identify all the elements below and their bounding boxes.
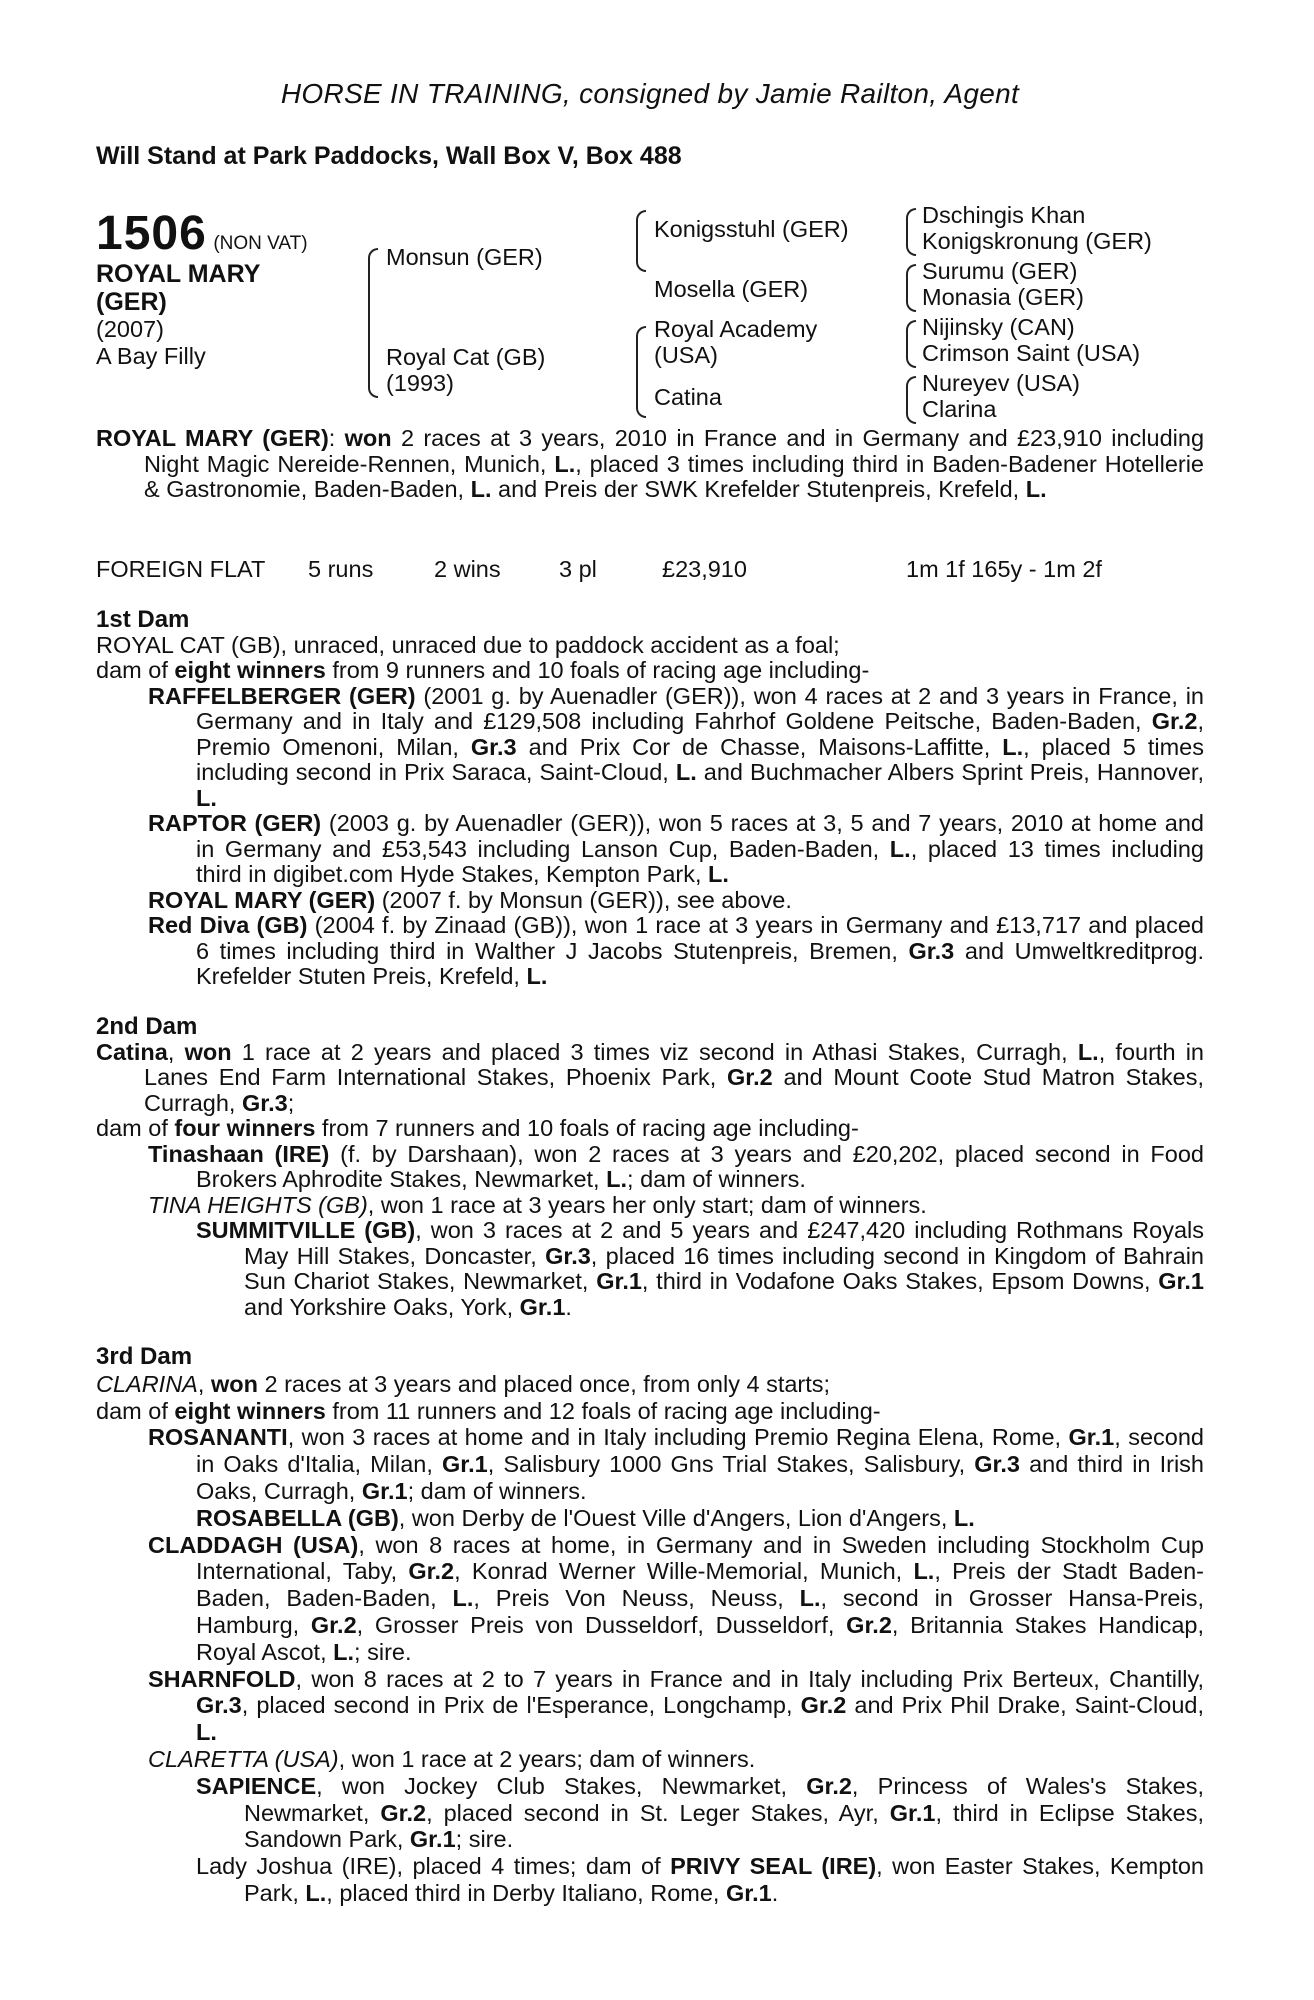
pedigree-g7: Nureyev (USA) xyxy=(922,370,1081,396)
record-earnings: £23,910 xyxy=(662,556,747,582)
record-runs: 5 runs xyxy=(308,556,374,582)
pedigree-g4: Monasia (GER) xyxy=(922,284,1084,310)
brace-g3 xyxy=(906,320,916,368)
lot-heading xyxy=(96,206,308,261)
offspring-rosabella: ROSABELLA (GB), won Derby de l'Ouest Ville d'Angers, Lion d'Angers, L. xyxy=(196,1504,975,1531)
offspring-tinashaan: Tinashaan (IRE) (f. by Darshaan), won 2 races at 3 years and £20,202, placed second in Food Brokers Aphrodite Stakes, Newmarket, L.; dam of winners. xyxy=(148,1140,1204,1192)
summary-text: 2 races at 3 years, 2010 in France and in Germany and £23,910 including Night Magic Nereide-Rennen, Munich, xyxy=(144,425,1205,477)
horse-name-line1: ROYAL MARY xyxy=(96,260,261,288)
brace-g2 xyxy=(906,264,916,312)
stand-location: Will Stand at Park Paddocks, Wall Box V, Box 488 xyxy=(96,142,682,170)
pedigree-g3: Surumu (GER) xyxy=(922,258,1078,284)
offspring-raffelberger: RAFFELBERGER (GER) (2001 g. by Auenadler (GER)), won 4 races at 2 and 3 years in France, in Germany and in Italy and £129,508 including Fahrhof Goldene Peitsche, Baden-Baden, Gr.2, Premio Omenoni, Milan, Gr.3 and Prix Cor de Chasse, Maisons-Laffitte, L., placed 5 times including second in Prix Saraca, Saint-Cloud, L. and Buchmacher Albers Sprint Preis, Hannover, L. xyxy=(148,682,1204,811)
offspring-royal-mary: ROYAL MARY (GER) (2007 f. by Monsun (GER)), see above. xyxy=(148,886,792,913)
summary-won: won xyxy=(344,425,392,451)
sire-dam-brace xyxy=(368,248,378,398)
summary-text: , placed 3 times including third in Baden-Badener Hotellerie & Gastronomie, Baden-Baden, xyxy=(144,450,1204,502)
first-dam-produce: dam of eight winners from 9 runners and 10 foals of racing age including- xyxy=(96,657,870,683)
second-dam-produce: dam of four winners from 7 runners and 10 foals of racing age including- xyxy=(96,1115,859,1141)
sire-line-brace xyxy=(636,210,646,272)
pedigree-g5: Nijinsky (CAN) xyxy=(922,314,1075,340)
pedigree-dam: Royal Cat (GB) xyxy=(386,344,546,370)
pedigree-sire: Monsun (GER) xyxy=(386,244,543,270)
pedigree-dam-year: (1993) xyxy=(386,370,454,396)
third-dam-produce: dam of eight winners from 11 runners and 12 foals of racing age including- xyxy=(96,1397,881,1424)
page-header: HORSE IN TRAINING, consigned by Jamie Railton, Agent xyxy=(280,78,1020,109)
pedigree-dam-dam: Catina xyxy=(654,384,722,410)
listed-badge: L. xyxy=(470,476,492,502)
third-dam-heading: 3rd Dam xyxy=(96,1343,193,1370)
offspring-lady-joshua: Lady Joshua (IRE), placed 4 times; dam of PRIVY SEAL (IRE), won Easter Stakes, Kempton Park, L., placed third in Derby Italiano, Rome, Gr.1. xyxy=(196,1853,1204,1906)
third-dam-record: CLARINA, won 2 races at 3 years and placed once, from only 4 starts; xyxy=(96,1370,831,1397)
second-dam-heading: 2nd Dam xyxy=(96,1013,198,1040)
summary-text: and Preis der SWK Krefelder Stutenpreis, Krefeld, xyxy=(491,476,1026,502)
dam-line-brace xyxy=(636,326,646,418)
pedigree-sire-dam: Mosella (GER) xyxy=(654,276,809,302)
race-record xyxy=(96,556,1204,586)
horse-name-line2: (GER) xyxy=(96,288,167,316)
pedigree-g6: Crimson Saint (USA) xyxy=(922,340,1141,366)
pedigree-dam-sire: Royal Academy xyxy=(654,316,818,342)
vat-status: (NON VAT) xyxy=(213,233,308,254)
offspring-tina-heights: TINA HEIGHTS (GB), won 1 race at 3 years her only start; dam of winners. xyxy=(148,1191,927,1218)
record-placed: 3 pl xyxy=(559,556,597,582)
second-dam-record: Catina, won 1 race at 2 years and placed 3 times viz second in Athasi Stakes, Curragh, L., fourth in Lanes End Farm International Stakes, Phoenix Park, Gr.2 and Mount Coote Stud Matron Stakes, Curragh, Gr.3; xyxy=(96,1038,1204,1116)
record-category: FOREIGN FLAT xyxy=(96,556,266,582)
offspring-sapience: SAPIENCE, won Jockey Club Stakes, Newmarket, Gr.2, Princess of Wales's Stakes, Newmarket, Gr.2, placed second in St. Leger Stakes, Ayr, Gr.1, third in Eclipse Stakes, Sandown Park, Gr.1; sire. xyxy=(196,1772,1204,1853)
lot-number: 1506 xyxy=(96,207,207,260)
first-dam-intro: ROYAL CAT (GB), unraced, unraced due to paddock accident as a foal; xyxy=(96,631,840,658)
third-dam-section xyxy=(96,1344,1204,1907)
first-dam-section xyxy=(96,607,1204,990)
listed-badge: L. xyxy=(1025,476,1047,502)
pedigree-dam-sire-country: (USA) xyxy=(654,342,718,368)
foaling-year: (2007) xyxy=(96,316,164,342)
offspring-claddagh: CLADDAGH (USA), won 8 races at home, in Germany and in Sweden including Stockholm Cup International, Taby, Gr.2, Konrad Werner Wille-Memorial, Munich, L., Preis der Stadt Baden-Baden, Baden-Baden, L., Preis Von Neuss, Neuss, L., second in Grosser Hansa-Preis, Hamburg, Gr.2, Grosser Preis von Dusseldorf, Dusseldorf, Gr.2, Britannia Stakes Handicap, Royal Ascot, L.; sire. xyxy=(148,1531,1204,1665)
summary-horse-name: ROYAL MARY (GER) xyxy=(96,425,329,451)
record-distance: 1m 1f 165y - 1m 2f xyxy=(906,556,1102,582)
horse-summary xyxy=(96,426,1204,503)
first-dam-heading: 1st Dam xyxy=(96,606,190,633)
pedigree-sire-sire: Konigsstuhl (GER) xyxy=(654,216,849,242)
listed-badge: L. xyxy=(554,450,576,477)
brace-g4 xyxy=(906,376,916,424)
pedigree-g1: Dschingis Khan xyxy=(922,202,1086,228)
summary-colon: : xyxy=(328,425,345,451)
pedigree-table xyxy=(96,200,1204,425)
offspring-summitville: SUMMITVILLE (GB), won 3 races at 2 and 5 years and £247,420 including Rothmans Royals May Hill Stakes, Doncaster, Gr.3, placed 16 times including second in Kingdom of Bahrain Sun Chariot Stakes, Newmarket, Gr.1, third in Vodafone Oaks Stakes, Epsom Downs, Gr.1 and Yorkshire Oaks, York, Gr.1. xyxy=(196,1217,1204,1320)
horse-description: A Bay Filly xyxy=(96,343,206,369)
pedigree-g2: Konigskronung (GER) xyxy=(922,228,1152,254)
offspring-raptor: RAPTOR (GER) (2003 g. by Auenadler (GER)), won 5 races at 3, 5 and 7 years, 2010 at home and in Germany and £53,543 including Lanson Cup, Baden-Baden, L., placed 13 times including third in digibet.com Hyde Stakes, Kempton Park, L. xyxy=(148,810,1204,887)
pedigree-g8: Clarina xyxy=(922,396,997,422)
summary-paragraph xyxy=(96,426,1204,503)
offspring-rosananti: ROSANANTI, won 3 races at home and in Italy including Premio Regina Elena, Rome, Gr.1, second in Oaks d'Italia, Milan, Gr.1, Salisbury 1000 Gns Trial Stakes, Salisbury, Gr.3 and third in Irish Oaks, Curragh, Gr.1; dam of winners. xyxy=(148,1424,1205,1504)
offspring-red-diva: Red Diva (GB) (2004 f. by Zinaad (GB)), won 1 race at 3 years in Germany and £13,717 and placed 6 times including third in Walther J Jacobs Stutenpreis, Bremen, Gr.3 and Umweltkreditprog. Krefelder Stuten Preis, Krefeld, L. xyxy=(148,912,1204,989)
second-dam-section xyxy=(96,1014,1204,1320)
offspring-claretta: CLARETTA (USA), won 1 race at 2 years; dam of winners. xyxy=(148,1745,756,1772)
record-wins: 2 wins xyxy=(434,556,501,582)
brace-g1 xyxy=(906,208,916,256)
offspring-sharnfold: SHARNFOLD, won 8 races at 2 to 7 years in France and in Italy including Prix Berteux, Chantilly, Gr.3, placed second in Prix de l'Esperance, Longchamp, Gr.2 and Prix Phil Drake, Saint-Cloud, L. xyxy=(148,1665,1204,1746)
